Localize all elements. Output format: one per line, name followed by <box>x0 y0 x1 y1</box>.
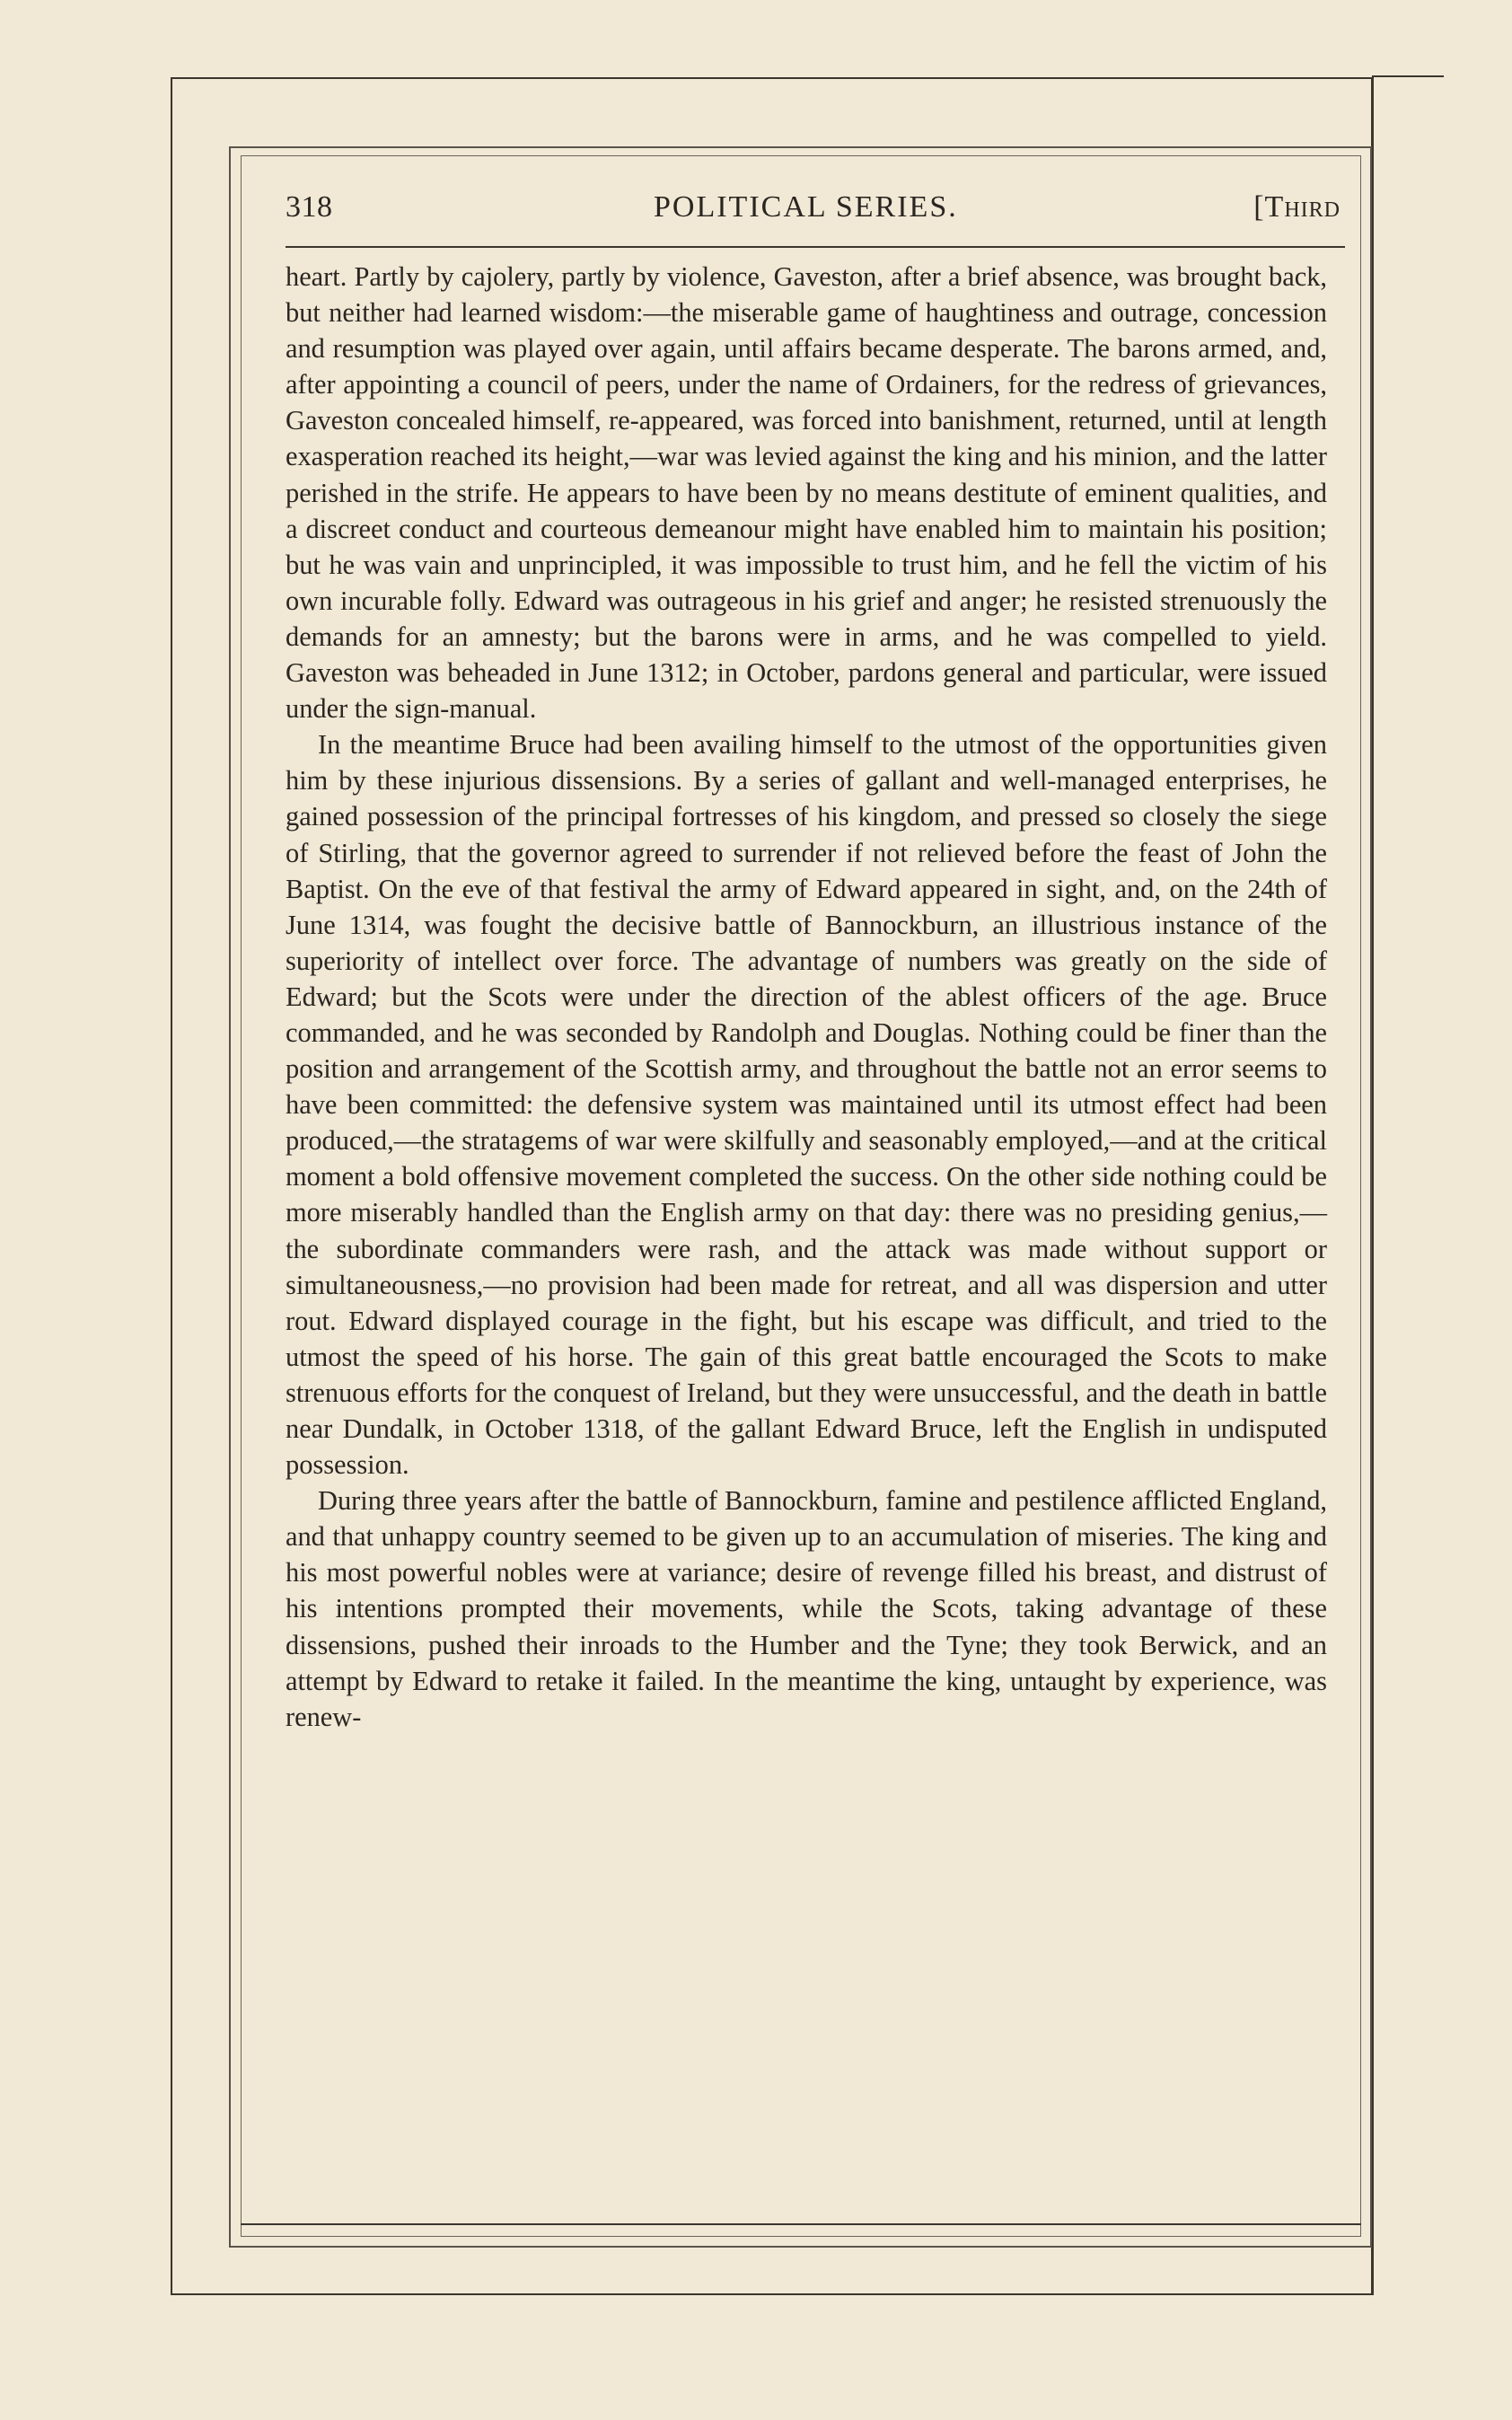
body-text <box>286 259 1327 1735</box>
section-marker: [Third <box>1253 190 1341 224</box>
page-number: 318 <box>286 190 333 224</box>
running-head <box>286 190 1341 226</box>
top-rule-extension <box>1372 75 1444 77</box>
bottom-rule <box>241 2223 1361 2225</box>
paragraph-famine: During three years after the battle of Bannockburn, famine and pestilence afflicted England, and that unhappy country seemed to be given up to an accumulation of miseries. The king and his most powerful nobles were at variance; desire of revenge filled his breast, and distrust of his intentions prompted their movements, while the Scots, taking advantage of these dissensions, pushed their inroads to the Humber and the Tyne; they took Berwick, and an attempt by Edward to retake it failed. In the meantime the king, untaught by experience, was renew- <box>286 1485 1327 1732</box>
series-title: POLITICAL SERIES. <box>654 190 958 224</box>
header-rule <box>286 246 1345 248</box>
paragraph-continuation: heart. Partly by cajolery, partly by violence, Gaveston, after a brief absence, was brought back, but neither had learned wisdom:—the miserable game of haughtiness and outrage, concession and resumption was played over again, until affairs became desperate. The barons armed, and, after appointing a council of peers, under the name of Ordainers, for the redress of grievances, Gaveston concealed himself, re-appeared, was forced into banishment, returned, until at length exasperation reached its height,—war was levied against the king and his minion, and the latter perished in the strife. He appears to have been by no means destitute of eminent qualities, and a discreet conduct and courteous demeanour might have enabled him to maintain his position; but he was vain and unprincipled, it was impossible to trust him, and he fell the victim of his own incurable folly. Edward was outrageous in his grief and anger; he resisted strenuously the demands for an amnesty; but the barons were in arms, and he was compelled to yield. Gaveston was beheaded in June 1312; in October, pardons general and particular, were issued under the sign-manual. <box>286 261 1327 725</box>
paragraph-bannockburn: In the meantime Bruce had been availing himself to the utmost of the opportunities given him by these injurious dissensions. By a series of gallant and well-managed enterprises, he gained possession of the principal fortresses of his kingdom, and pressed so closely the siege of Stirling, that the governor agreed to surrender if not relieved before the feast of John the Baptist. On the eve of that festival the army of Edward appeared in sight, and, on the 24th of June 1314, was fought the decisive battle of Bannockburn, an illustrious instance of the superiority of intellect over force. The advantage of numbers was greatly on the side of Edward; but the Scots were under the direction of the ablest officers of the age. Bruce commanded, and he was seconded by Randolph and Douglas. Nothing could be finer than the position and arrangement of the Scottish army, and throughout the battle not an error seems to have been committed: the defensive system was maintained until its utmost effect had been produced,—the stratagems of war were skilfully and seasonably employed,—and at the critical moment a bold offensive movement completed the success. On the other side nothing could be more miserably handled than the English army on that day: there was no presiding genius,—the subordinate commanders were rash, and the attack was made without support or simultaneousness,—no provision had been made for retreat, and all was dispersion and utter rout. Edward displayed courage in the fight, but his escape was difficult, and tried to the utmost the speed of his horse. The gain of this great battle encouraged the Scots to make strenuous efforts for the conquest of Ireland, but they were unsuccessful, and the death in battle near Dundalk, in October 1318, of the gallant Edward Bruce, left the English in undisputed possession. <box>286 729 1327 1481</box>
